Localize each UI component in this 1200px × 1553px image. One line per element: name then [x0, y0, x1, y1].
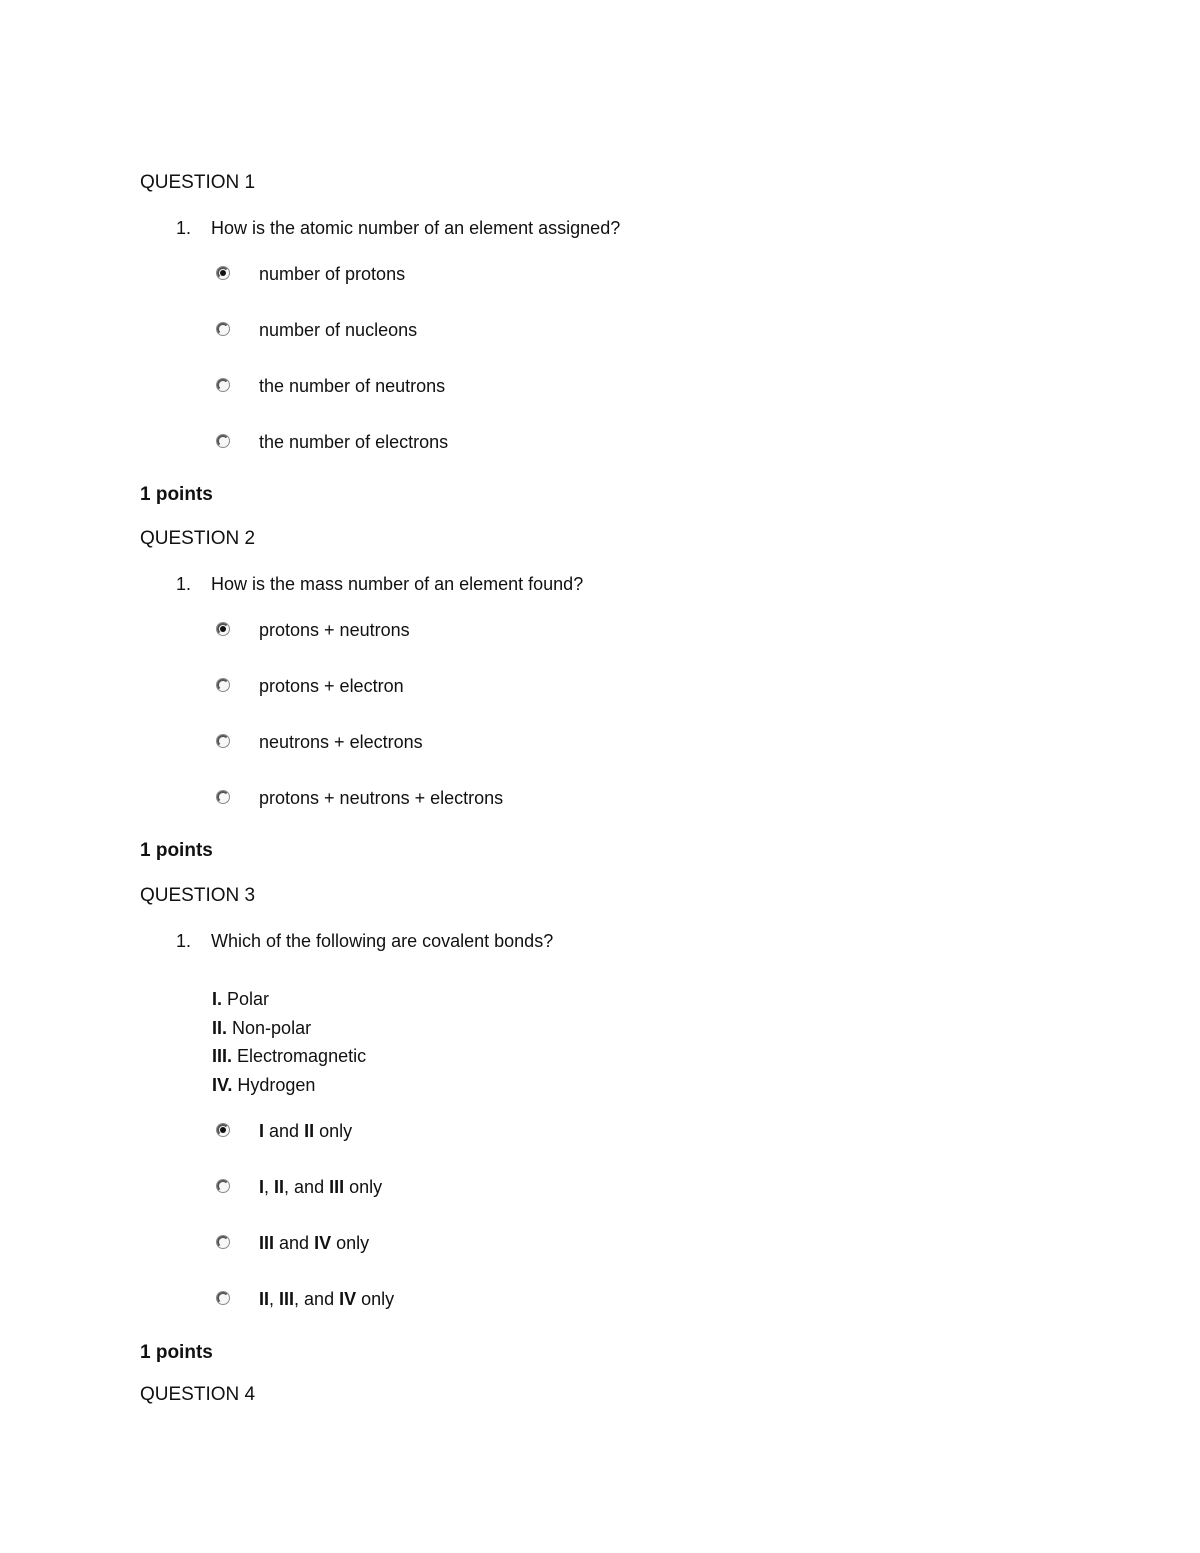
radio-button[interactable]: [216, 322, 230, 336]
question-2: [140, 528, 1040, 862]
question-heading: QUESTION 3: [140, 885, 256, 906]
question-heading: QUESTION 1: [140, 172, 256, 193]
answer-label: the number of electrons: [259, 432, 449, 452]
question-heading: QUESTION 4: [140, 1384, 256, 1405]
answer-option[interactable]: [214, 675, 1040, 731]
answer-options: [214, 1120, 1040, 1332]
answer-option[interactable]: [214, 1288, 1040, 1332]
answer-option[interactable]: [214, 263, 1040, 319]
statement-text: Electromagnetic: [237, 1046, 367, 1066]
statement-text: Polar: [227, 989, 270, 1009]
answer-label: the number of neutrons: [259, 376, 446, 396]
question-text: Which of the following are covalent bonds?: [211, 931, 554, 951]
answer-option[interactable]: [214, 319, 1040, 375]
radio-button[interactable]: [216, 790, 230, 804]
answer-option[interactable]: [214, 431, 1040, 473]
question-1: [140, 172, 1040, 506]
question-prompt: [140, 573, 1040, 595]
answer-option[interactable]: [214, 619, 1040, 675]
answer-label: number of nucleons: [259, 320, 418, 340]
statement-item: [212, 1071, 1040, 1100]
question-3: [140, 885, 1040, 1364]
answer-label: III and IV only: [259, 1233, 370, 1253]
statement-text: Non-polar: [232, 1017, 312, 1038]
answer-label: protons + electron: [259, 676, 404, 696]
question-number: 1.: [176, 218, 192, 238]
statement-numeral: IV.: [212, 1074, 233, 1095]
answer-option[interactable]: [214, 1120, 1040, 1176]
question-number: 1.: [176, 574, 192, 594]
radio-button-selected[interactable]: [216, 1123, 230, 1137]
answer-options: [214, 619, 1040, 829]
statement-item: [212, 1014, 1040, 1043]
points-label: 1 points: [140, 1342, 213, 1363]
radio-button[interactable]: [216, 1235, 230, 1249]
radio-button[interactable]: [216, 1291, 230, 1305]
answer-label: I, II, and III only: [259, 1177, 383, 1197]
points-label: 1 points: [140, 840, 213, 861]
statement-numeral: III.: [212, 1046, 233, 1066]
answer-option[interactable]: [214, 787, 1040, 829]
answer-label: number of protons: [259, 264, 406, 284]
statement-list: [212, 985, 1040, 1099]
answer-option[interactable]: [214, 731, 1040, 787]
answer-option[interactable]: [214, 1232, 1040, 1288]
radio-button-selected[interactable]: [216, 622, 230, 636]
question-4: [140, 1384, 1040, 1406]
radio-button[interactable]: [216, 678, 230, 692]
answer-option[interactable]: [214, 1176, 1040, 1232]
answer-label: protons + neutrons + electrons: [259, 788, 504, 808]
answer-option[interactable]: [214, 375, 1040, 431]
answer-label: neutrons + electrons: [259, 732, 423, 752]
answer-label: I and II only: [259, 1121, 353, 1141]
radio-button-selected[interactable]: [216, 266, 230, 280]
question-prompt: [140, 930, 1040, 952]
radio-button[interactable]: [216, 734, 230, 748]
points-label: 1 points: [140, 484, 213, 505]
statement-item: [212, 985, 1040, 1014]
statement-numeral: I.: [212, 989, 223, 1009]
radio-dot-icon: [220, 1127, 226, 1133]
radio-dot-icon: [220, 270, 226, 276]
statement-item: [212, 1042, 1040, 1071]
answer-label: protons + neutrons: [259, 620, 410, 640]
question-heading: QUESTION 2: [140, 528, 256, 549]
radio-button[interactable]: [216, 1179, 230, 1193]
question-text: How is the atomic number of an element assigned?: [211, 218, 621, 238]
radio-button[interactable]: [216, 378, 230, 392]
statement-numeral: II.: [212, 1017, 228, 1038]
radio-button[interactable]: [216, 434, 230, 448]
question-number: 1.: [176, 931, 192, 951]
question-text: How is the mass number of an element found?: [211, 574, 584, 594]
radio-dot-icon: [220, 626, 226, 632]
statement-text: Hydrogen: [237, 1074, 316, 1095]
question-prompt: [140, 217, 1040, 239]
answer-label: II, III, and IV only: [259, 1289, 395, 1309]
answer-options: [214, 263, 1040, 473]
